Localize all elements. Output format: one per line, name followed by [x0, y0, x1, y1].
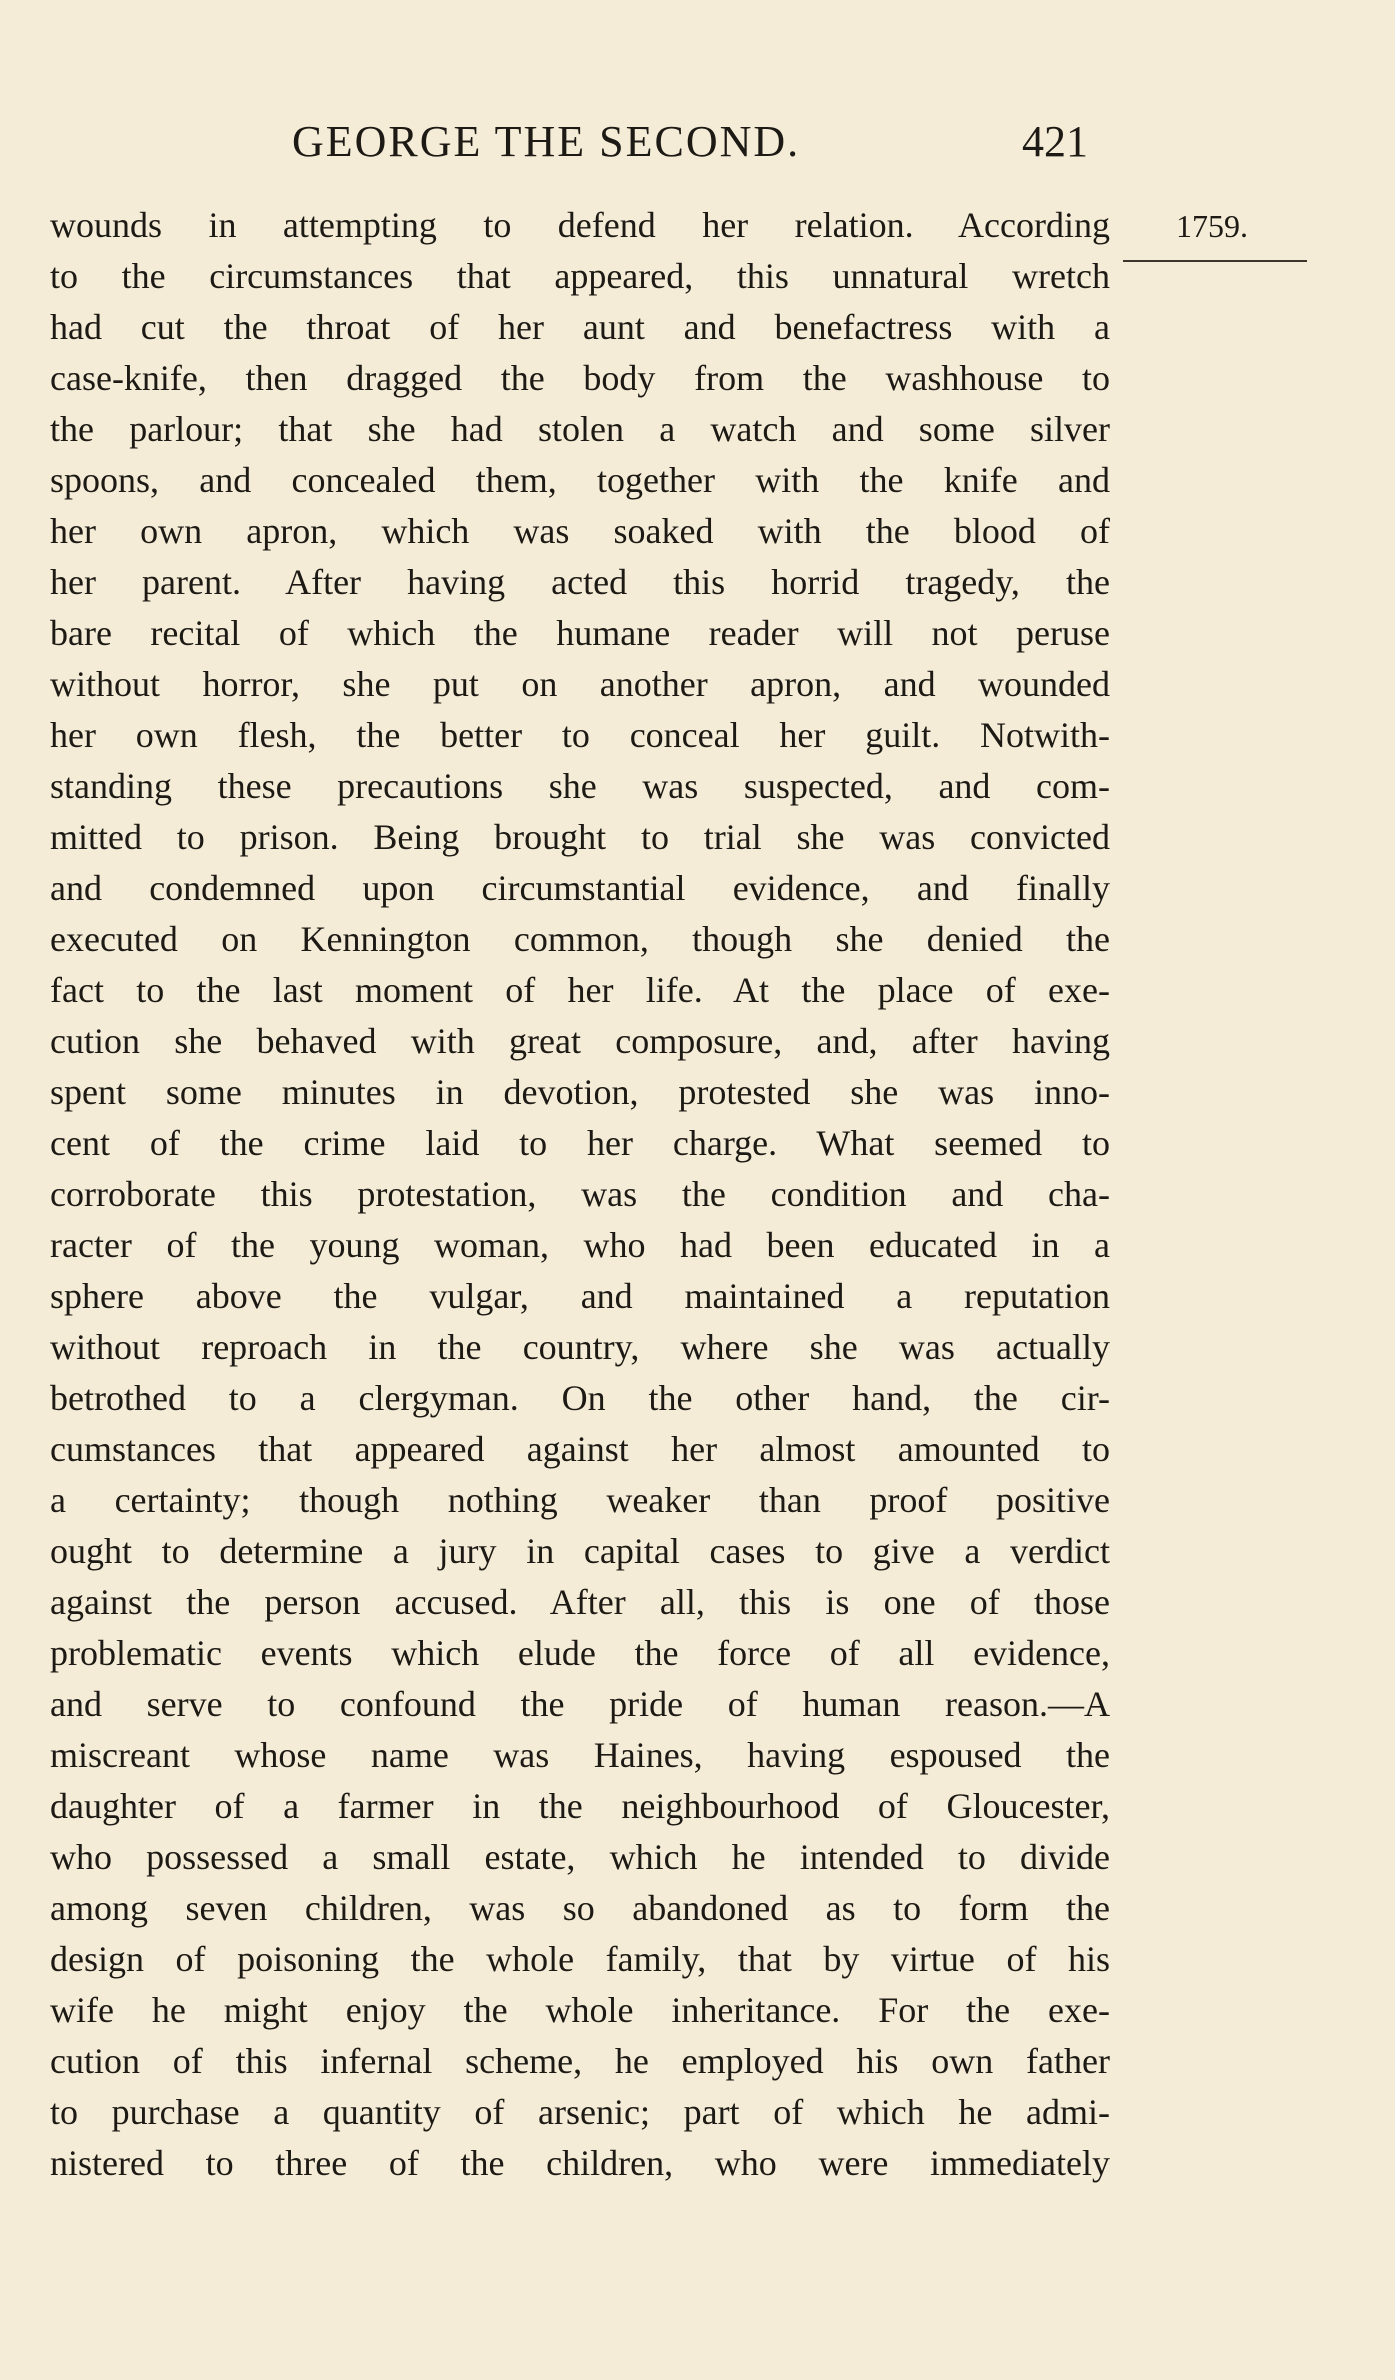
text-line: had cut the throat of her aunt and benefactress with a	[50, 307, 1110, 347]
text-line: to the circumstances that appeared, this unnatural wretch	[50, 256, 1110, 296]
text-line: design of poisoning the whole family, that by virtue of his	[50, 1939, 1110, 1979]
margin-note	[1157, 200, 1267, 252]
text-line: wife he might enjoy the whole inheritance. For the exe-	[50, 1990, 1110, 2030]
text-line: ought to determine a jury in capital cases to give a verdict	[50, 1531, 1110, 1571]
text-line: case-knife, then dragged the body from the washhouse to	[50, 358, 1110, 398]
text-line: cution of this infernal scheme, he employed his own father	[50, 2041, 1110, 2081]
text-line: corroborate this protestation, was the condition and cha-	[50, 1174, 1110, 1214]
text-line: her own flesh, the better to conceal her guilt. Notwith-	[50, 715, 1110, 755]
margin-year: 1759.	[1176, 208, 1248, 244]
text-line: without reproach in the country, where she was actually	[50, 1327, 1110, 1367]
text-line: mitted to prison. Being brought to trial she was convicted	[50, 817, 1110, 857]
text-line: problematic events which elude the force of all evidence,	[50, 1633, 1110, 1673]
text-line: and serve to confound the pride of human reason.—A	[50, 1684, 1110, 1724]
text-line: cution she behaved with great composure, and, after having	[50, 1021, 1110, 1061]
text-line: daughter of a farmer in the neighbourhood of Gloucester,	[50, 1786, 1110, 1826]
text-line: cumstances that appeared against her almost amounted to	[50, 1429, 1110, 1469]
text-line: fact to the last moment of her life. At the place of exe-	[50, 970, 1110, 1010]
text-line: a certainty; though nothing weaker than proof positive	[50, 1480, 1110, 1520]
text-line: betrothed to a clergyman. On the other hand, the cir-	[50, 1378, 1110, 1418]
text-line: to purchase a quantity of arsenic; part of which he admi-	[50, 2092, 1110, 2132]
text-line: against the person accused. After all, this is one of those	[50, 1582, 1110, 1622]
text-line: racter of the young woman, who had been educated in a	[50, 1225, 1110, 1265]
text-line: executed on Kennington common, though she denied the	[50, 919, 1110, 959]
text-line: sphere above the vulgar, and maintained a reputation	[50, 1276, 1110, 1316]
text-line: who possessed a small estate, which he intended to divide	[50, 1837, 1110, 1877]
margin-rule	[1123, 260, 1307, 262]
text-line: spoons, and concealed them, together with the knife and	[50, 460, 1110, 500]
text-line: nistered to three of the children, who were immediately	[50, 2143, 1110, 2183]
text-line: her own apron, which was soaked with the blood of	[50, 511, 1110, 551]
text-line: standing these precautions she was suspected, and com-	[50, 766, 1110, 806]
text-line: her parent. After having acted this horrid tragedy, the	[50, 562, 1110, 602]
running-head	[0, 112, 1395, 172]
text-line: among seven children, was so abandoned as to form the	[50, 1888, 1110, 1928]
text-line: the parlour; that she had stolen a watch and some silver	[50, 409, 1110, 449]
body-text	[50, 200, 1110, 2189]
text-line: bare recital of which the humane reader will not peruse	[50, 613, 1110, 653]
text-line: wounds in attempting to defend her relation. According	[50, 205, 1110, 245]
text-line: miscreant whose name was Haines, having espoused the	[50, 1735, 1110, 1775]
text-line: without horror, she put on another apron, and wounded	[50, 664, 1110, 704]
text-line: and condemned upon circumstantial evidence, and finally	[50, 868, 1110, 908]
text-line: cent of the crime laid to her charge. What seemed to	[50, 1123, 1110, 1163]
page-number: 421	[1022, 117, 1088, 166]
running-title: GEORGE THE SECOND.	[292, 117, 801, 166]
text-line: spent some minutes in devotion, protested she was inno-	[50, 1072, 1110, 1112]
